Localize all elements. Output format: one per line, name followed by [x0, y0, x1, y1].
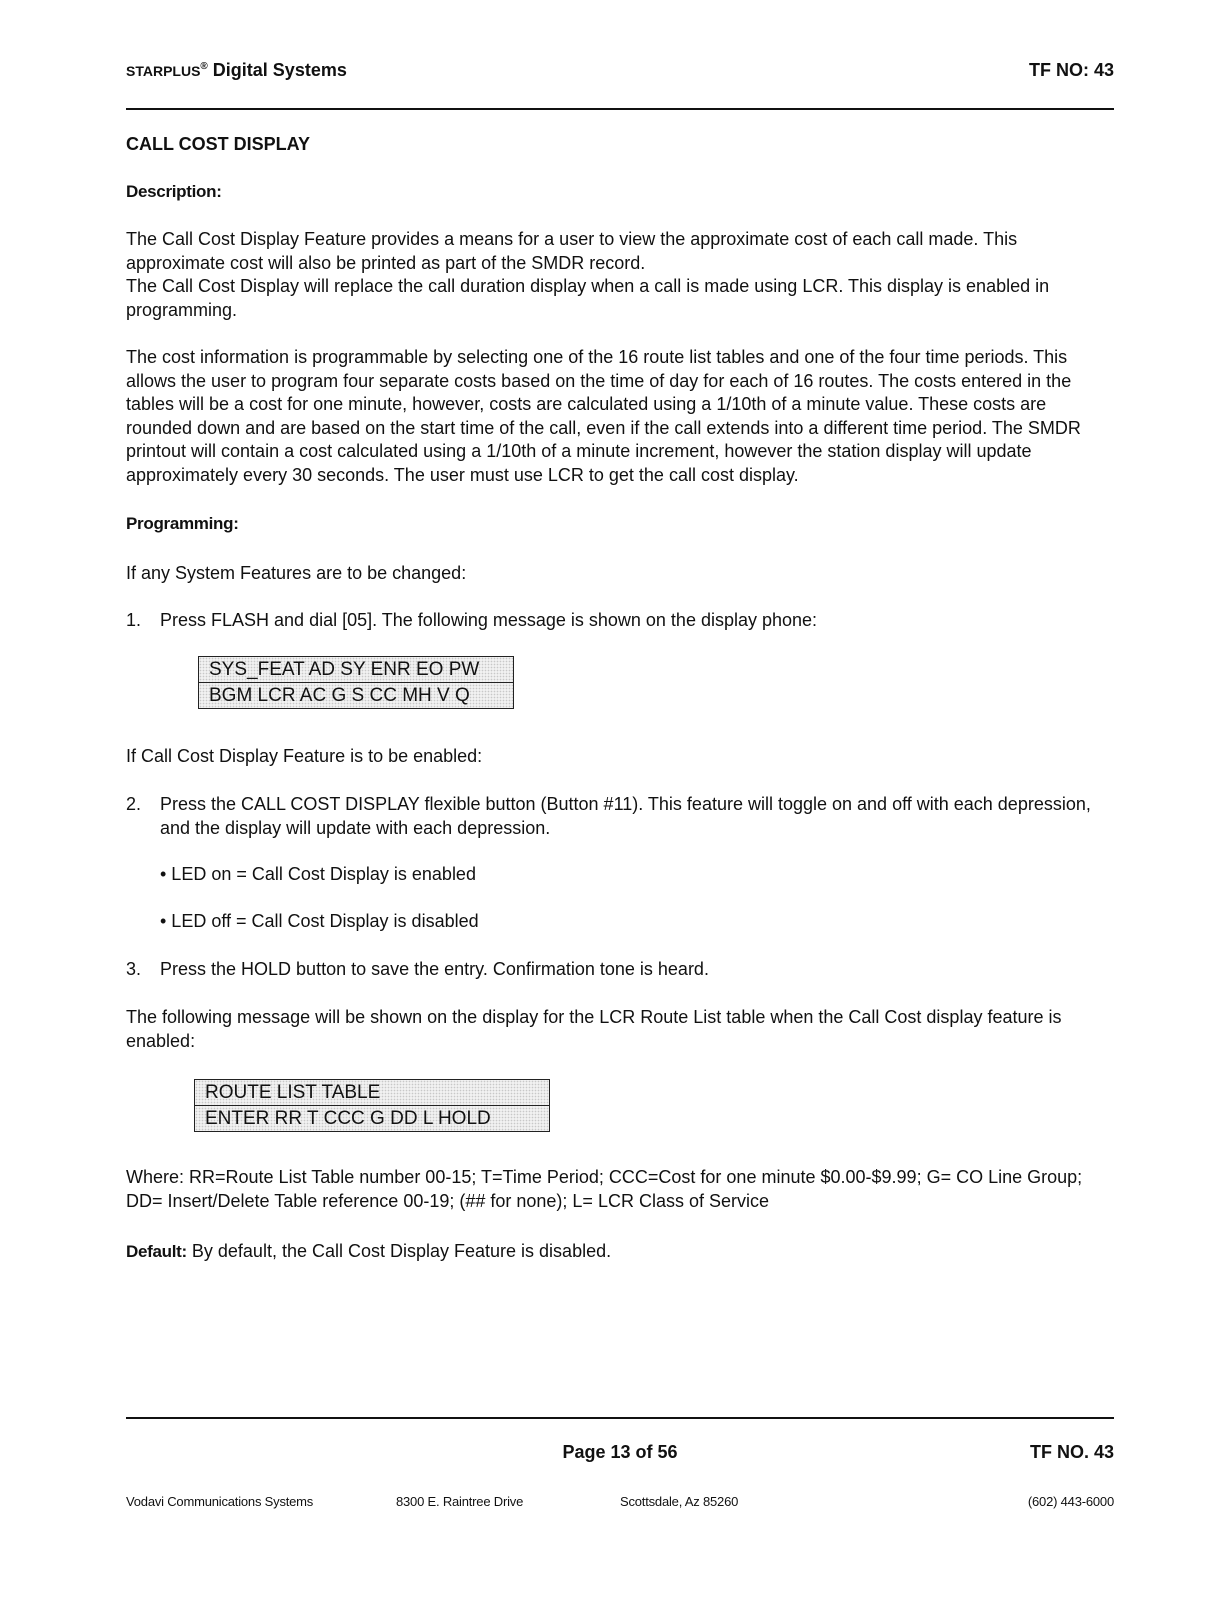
display-line-1: SYS_FEAT AD SY ENR EO PW — [209, 659, 480, 680]
display-panel-sys-feat — [198, 656, 514, 709]
step-1 — [126, 609, 1114, 633]
where-legend: Where: RR=Route List Table number 00-15; T=Time Period; CCC=Cost for one minute $0.00-$9.99; G= CO Line Group; DD= Insert/Delete Table reference 00-19; (## for none); L= LCR Class of Service — [126, 1167, 1083, 1211]
document-page — [126, 0, 1114, 1598]
default-line — [126, 1240, 1114, 1264]
description-paragraph-1: The Call Cost Display Feature provides a means for a user to view the approximate cost of each call made. This approximate cost will also be printed as part of the SMDR record. — [126, 229, 1018, 273]
registered-mark: ® — [200, 61, 208, 72]
description-paragraph-3: The cost information is programmable by selecting one of the 16 route list tables and one of the four time periods. This allows the user to program four separate costs based on the time of day for each of 16 routes. The costs entered in the tables will be a cost for one minute, however, costs are calculated using a 1/10th of a minute value. These costs are rounded down and are based on the start time of the call, even if the call extends into a different time period. The SMDR printout will contain a cost calculated using a 1/10th of a minute increment, however the station display will update approximately every 30 seconds. The user must use LCR to get the call cost display. — [126, 347, 1081, 485]
enable-condition: If Call Cost Display Feature is to be enabled: — [126, 746, 483, 766]
programming-heading: Programming: — [126, 514, 239, 533]
step-3-number: 3. — [126, 959, 142, 979]
footer-rule — [126, 1417, 1114, 1419]
step-2 — [126, 793, 1114, 840]
brand-suffix: Digital Systems — [207, 60, 347, 80]
bullet-led-off: • LED off = Call Cost Display is disabled — [160, 911, 479, 931]
footer-doc-number: TF NO. 43 — [1029, 1442, 1114, 1462]
display-line-1: ROUTE LIST TABLE — [205, 1082, 381, 1103]
step-2-text: Press the CALL COST DISPLAY flexible button (Button #11). This feature will toggle on and off with each depression, and the display will update with each depression. — [160, 794, 1091, 838]
footer-city: Scottsdale, Az 85260 — [620, 1494, 739, 1509]
default-label: Default: — [126, 1242, 187, 1261]
display-line-2: ENTER RR T CCC G DD L HOLD — [195, 1105, 549, 1131]
header-rule — [126, 108, 1114, 110]
description-paragraph-2: The Call Cost Display will replace the call duration display when a call is made using LCR. This display is enabled in programming. — [126, 276, 1050, 320]
header-doc-number: TF NO: 43 — [1028, 60, 1114, 80]
description-heading: Description: — [126, 182, 222, 201]
brand-name: STARPLUS — [126, 63, 201, 79]
route-list-note: The following message will be shown on the display for the LCR Route List table when the Call Cost display feature is enabled: — [126, 1007, 1062, 1051]
bullet-led-on: • LED on = Call Cost Display is enabled — [160, 864, 476, 884]
step-1-number: 1. — [126, 610, 142, 630]
footer-company: Vodavi Communications Systems — [126, 1494, 314, 1509]
step-2-number: 2. — [126, 794, 142, 814]
section-title: CALL COST DISPLAY — [126, 134, 311, 154]
footer-phone: (602) 443-6000 — [1027, 1494, 1114, 1509]
page-number: Page 13 of 56 — [562, 1442, 678, 1462]
header-brand — [126, 60, 347, 81]
default-text: By default, the Call Cost Display Feature is disabled. — [186, 1241, 612, 1261]
programming-intro: If any System Features are to be changed: — [126, 563, 467, 583]
step-3 — [126, 958, 1114, 982]
step-3-text: Press the HOLD button to save the entry. Confirmation tone is heard. — [160, 959, 709, 979]
footer-street: 8300 E. Raintree Drive — [396, 1494, 524, 1509]
display-panel-route-list — [194, 1079, 550, 1132]
step-1-text: Press FLASH and dial [05]. The following message is shown on the display phone: — [160, 610, 818, 630]
display-line-2: BGM LCR AC G S CC MH V Q — [199, 682, 513, 708]
